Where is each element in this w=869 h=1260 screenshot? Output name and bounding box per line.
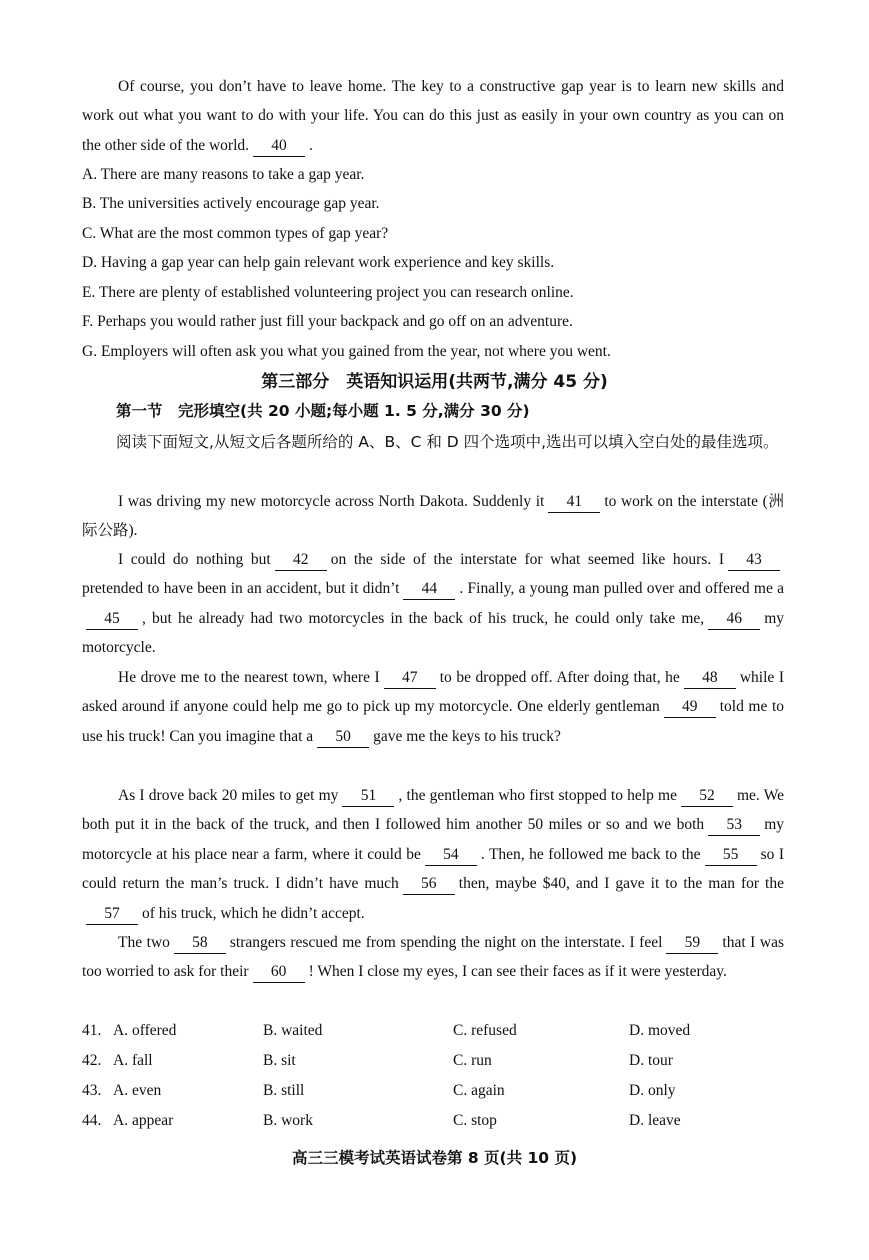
choice-b: B. work <box>263 1112 313 1129</box>
question-43 <box>82 1076 784 1105</box>
question-42 <box>82 1046 784 1075</box>
choice-d: D. only <box>629 1082 676 1099</box>
cloze-paragraph-2: I could do nothing but 42 on the side of the interstate for what seemed like hours. I 43pretended to have been in an accident, but it didn’t 44 . Finally, a young man pulled over and offered me a45 , but he already had two motorcycles in the back of his truck, he could only take me, 46 my motorcycle. <box>82 551 784 657</box>
choice-b: B. waited <box>263 1022 323 1039</box>
blank-58: 58 <box>174 933 226 954</box>
page-footer: 高三三模考试英语试卷第 8 页(共 10 页) <box>291 1149 578 1167</box>
choice-c: C. again <box>453 1082 505 1099</box>
blank-54: 54 <box>425 845 477 866</box>
blank-45: 45 <box>86 609 138 630</box>
question-44 <box>82 1106 784 1135</box>
blank-42: 42 <box>275 550 327 571</box>
blank-60: 60 <box>253 962 305 983</box>
choice-d: D. leave <box>629 1112 681 1129</box>
cloze-paragraph-1: I was driving my new motorcycle across North Dakota. Suddenly it 41 to work on the interstate (洲际公路). <box>82 493 784 540</box>
option-a: A. There are many reasons to take a gap year. <box>82 166 365 183</box>
choice-b: B. sit <box>263 1052 296 1069</box>
blank-59: 59 <box>666 933 718 954</box>
cloze-paragraph-3: He drove me to the nearest town, where I 47 to be dropped off. After doing that, he 48 while I asked around if anyone could help me go to pick up my motorcycle. One elderly gentleman 49 told me to use his truck! Can you imagine that a 50 gave me the keys to his truck? <box>82 663 784 751</box>
question-number: 43. <box>82 1082 102 1099</box>
blank-51: 51 <box>342 786 394 807</box>
instruction-text: 阅读下面短文,从短文后各题所给的 A、B、C 和 D 四个选项中,选出可以填入空白处的最佳选项。 <box>116 433 779 451</box>
question-number: 41. <box>82 1022 102 1039</box>
choice-d: D. tour <box>629 1052 673 1069</box>
option-b: B. The universities actively encourage gap year. <box>82 195 380 212</box>
blank-57: 57 <box>86 904 138 925</box>
part-three-heading: 第三部分 英语知识运用(共两节,满分 45 分) <box>261 372 608 392</box>
choice-b: B. still <box>263 1082 305 1099</box>
blank-49: 49 <box>664 697 716 718</box>
blank-43: 43 <box>728 550 780 571</box>
option-g: G. Employers will often ask you what you gained from the year, not where you went. <box>82 343 611 360</box>
section-one-heading: 第一节 完形填空(共 20 小题;每小题 1. 5 分,满分 30 分) <box>116 402 530 420</box>
question-number: 42. <box>82 1052 102 1069</box>
paragraph-text: . <box>309 136 313 154</box>
question-number: 44. <box>82 1112 102 1129</box>
blank-44: 44 <box>403 579 455 600</box>
choice-d: D. moved <box>629 1022 691 1039</box>
choice-a: A. fall <box>113 1052 153 1069</box>
blank-50: 50 <box>317 727 369 748</box>
blank-56: 56 <box>403 874 455 895</box>
choice-c: C. stop <box>453 1112 497 1129</box>
option-f: F. Perhaps you would rather just fill your backpack and go off on an adventure. <box>82 313 573 330</box>
blank-47: 47 <box>384 668 436 689</box>
blank-46: 46 <box>708 609 760 630</box>
blank-40: 40 <box>253 136 305 157</box>
cloze-paragraph-5: The two 58 strangers rescued me from spending the night on the interstate. I feel 59 that I was too worried to ask for their 60 ! When I close my eyes, I can see their faces as if it were yesterday. <box>82 928 784 987</box>
option-d: D. Having a gap year can help gain relevant work experience and key skills. <box>82 254 555 271</box>
blank-48: 48 <box>684 668 736 689</box>
blank-41: 41 <box>548 492 600 513</box>
option-c: C. What are the most common types of gap year? <box>82 225 389 242</box>
gap-year-paragraph <box>82 72 784 160</box>
paragraph-text: Of course, you don’t have to leave home. The key to a constructive gap year is to learn new skills and work out what you want to do with your life. You can do this just as easily in your own country as you can on the other side of the world. <box>82 78 784 154</box>
choice-a: A. appear <box>113 1112 174 1129</box>
choice-c: C. refused <box>453 1022 517 1039</box>
blank-55: 55 <box>705 845 757 866</box>
choice-c: C. run <box>453 1052 492 1069</box>
cloze-paragraph-4: As I drove back 20 miles to get my 51 , the gentleman who first stopped to help me 52 me. We both put it in the back of the truck, and then I followed him another 50 miles or so and we both 53 my motorcycle at his place near a farm, where it could be 54 . Then, he followed me back to the 55 so I could return the man’s truck. I didn’t have much 56 then, maybe $40, and I gave it to the man for the57 of his truck, which he didn’t accept. <box>82 781 784 928</box>
choice-a: A. offered <box>113 1022 177 1039</box>
choice-a: A. even <box>113 1082 162 1099</box>
blank-53: 53 <box>708 815 760 836</box>
option-e: E. There are plenty of established volunteering project you can research online. <box>82 284 574 301</box>
blank-52: 52 <box>681 786 733 807</box>
question-41 <box>82 1016 784 1045</box>
